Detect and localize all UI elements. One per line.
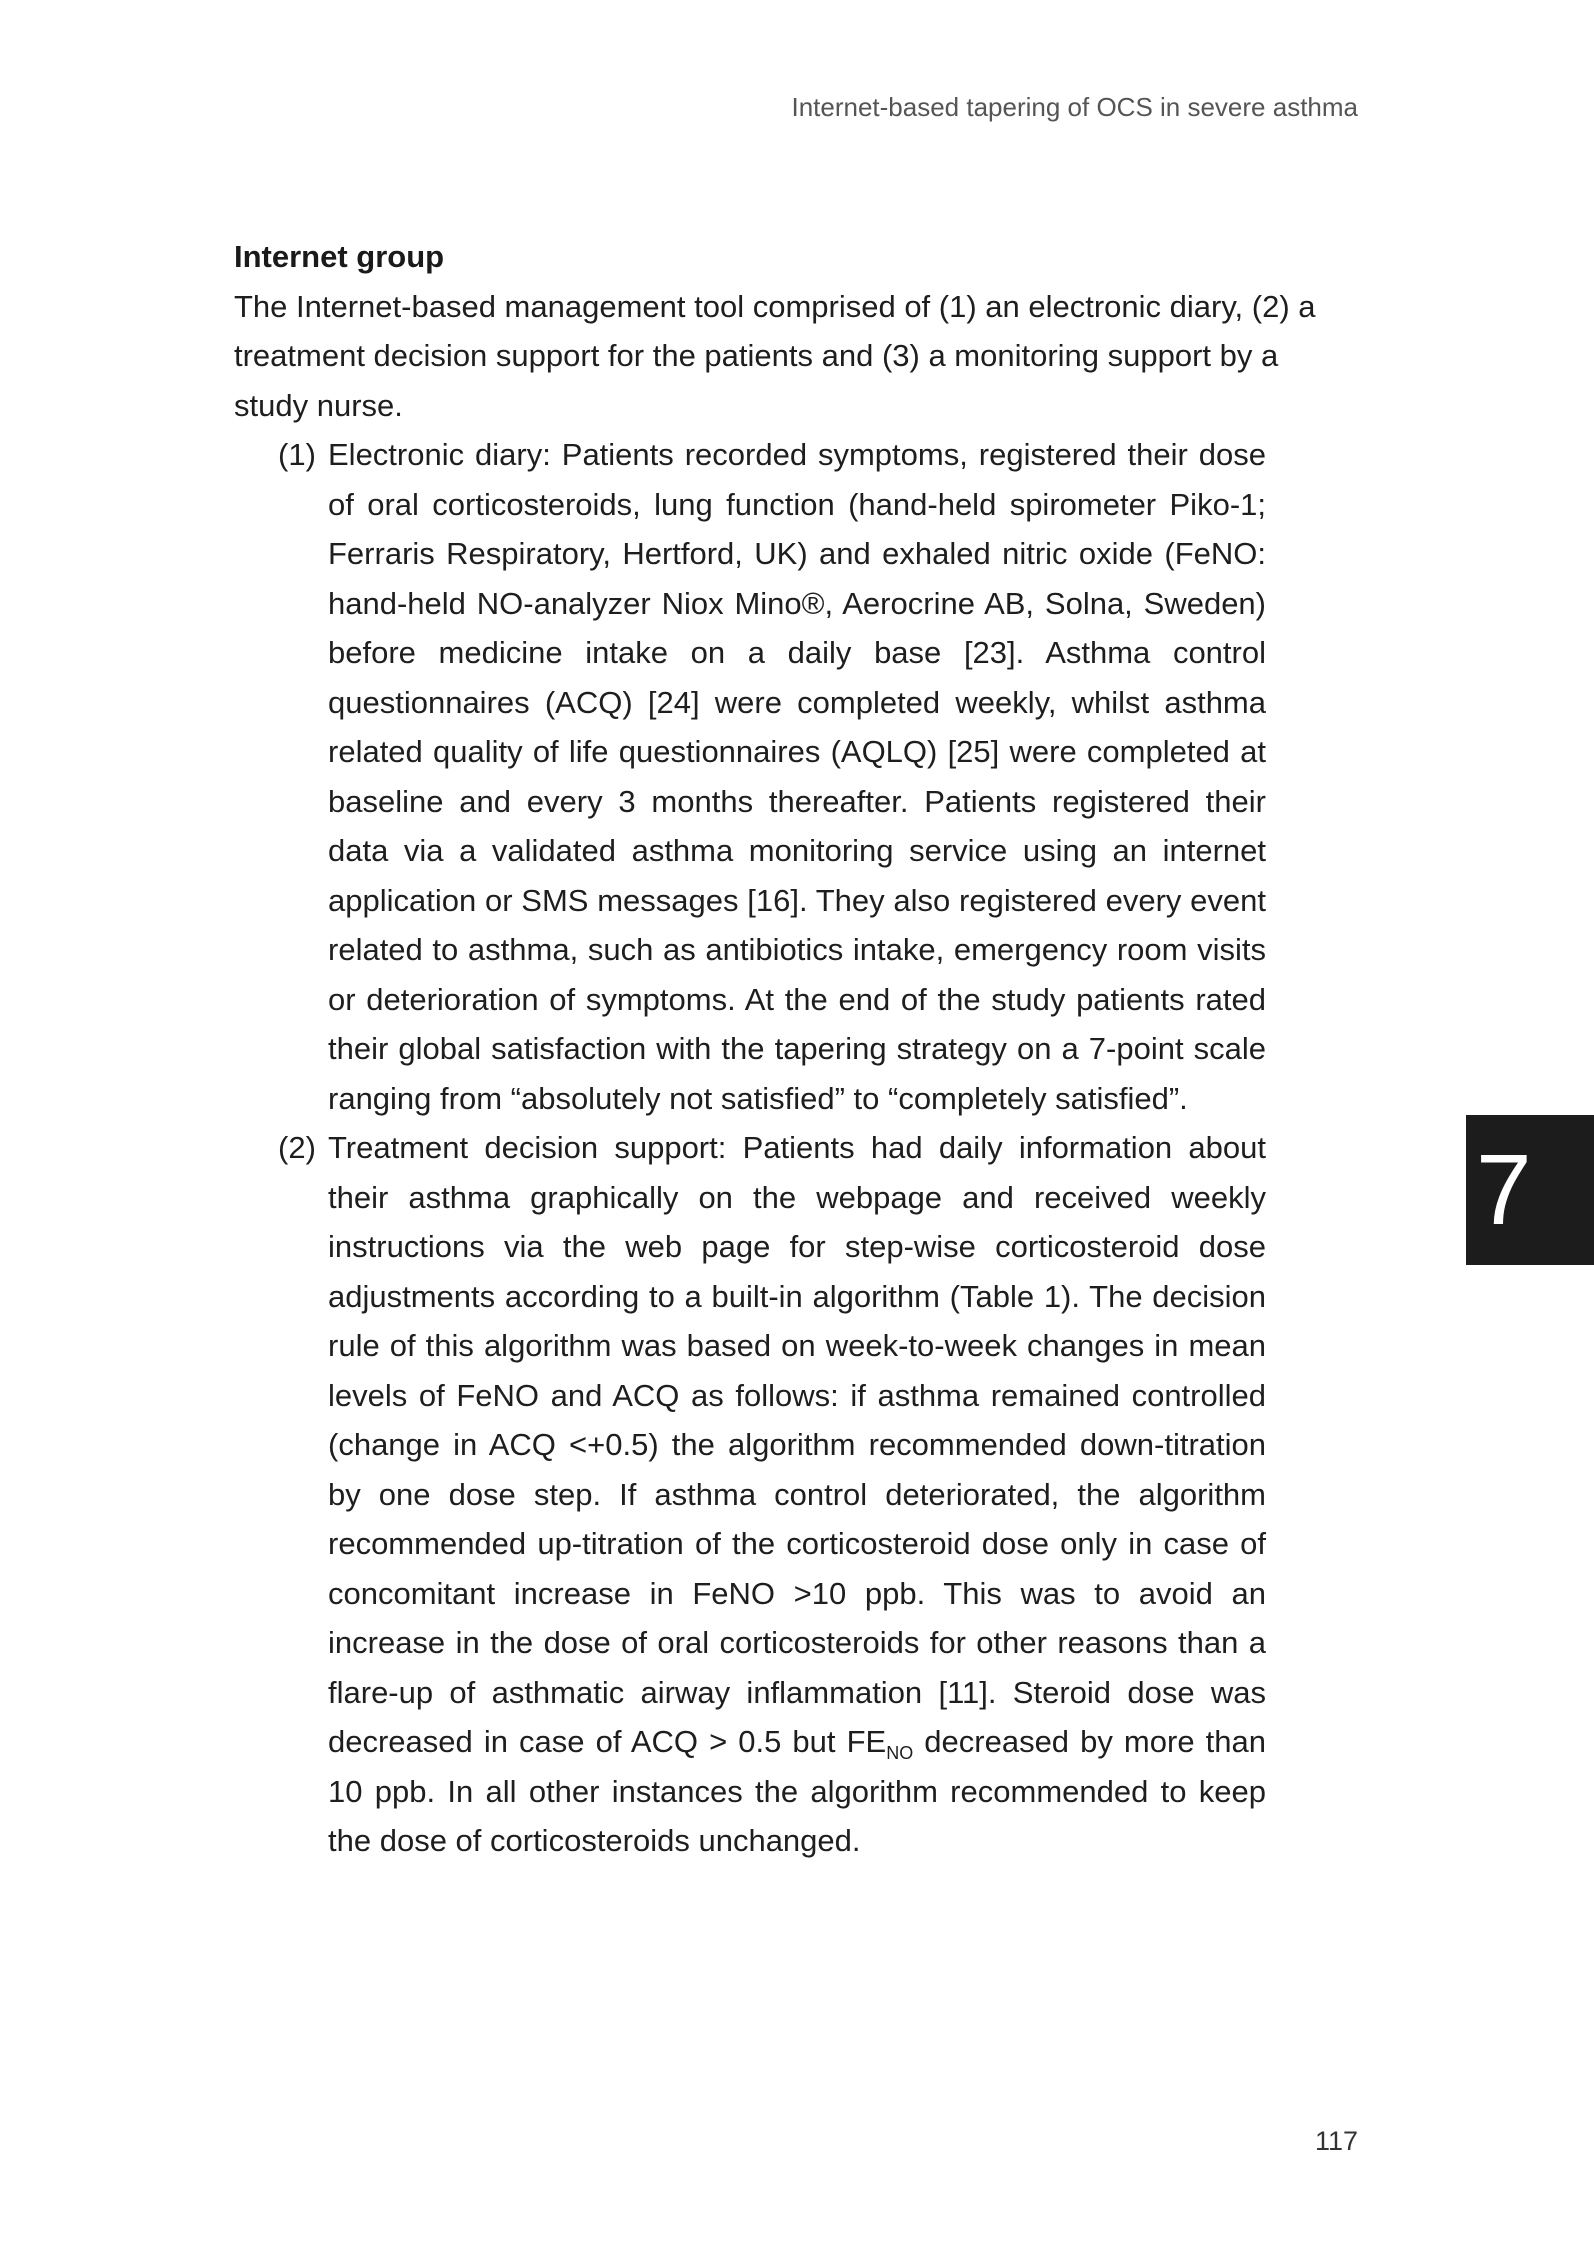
list-item-treatment-decision-support — [278, 1123, 1266, 1866]
list-item-number: (1) — [278, 437, 316, 472]
page-number: 117 — [1314, 2126, 1358, 2156]
list-item-number: (2) — [278, 1130, 316, 1165]
chapter-tab: 7 — [1466, 1115, 1594, 1265]
section-heading: Internet group — [234, 239, 445, 274]
running-header: Internet-based tapering of OCS in severe asthma — [791, 92, 1358, 122]
text-after-subscript: decreased by more than 10 ppb. In all other instances the algorithm recommended to keep the dose of corticosteroids unchanged. — [328, 1724, 1266, 1858]
list-item-electronic-diary — [278, 430, 1266, 1123]
text-before-subscript: Treatment decision support: Patients had daily information about their asthma graphically on the webpage and received weekly instructions via the web page for step-wise corticosteroid dose adjustments according to a built-in algorithm (Table 1). The decision rule of this algorithm was based on week-to-week changes in mean levels of FeNO and ACQ as follows: if asthma remained controlled (change in ACQ <+0.5) the algorithm recommended down-titration by one dose step. If asthma control deteriorated, the algorithm recommended up-titration of the corticosteroid dose only in case of concomitant increase in FeNO >10 ppb. This was to avoid an increase in the dose of oral corticosteroids for other reasons than a flare-up of asthmatic airway inflammation [11]. Steroid dose was decreased in case of ACQ > 0.5 but FE — [328, 1130, 1266, 1759]
subscript-no: NO — [886, 1743, 914, 1763]
page-content — [234, 232, 1360, 1866]
intro-paragraph: The Internet-based management tool comprised of (1) an electronic diary, (2) a treatment decision support for the patients and (3) a monitoring support by a study nurse. — [234, 288, 1316, 423]
list-item-text: Electronic diary: Patients recorded symptoms, registered their dose of oral corticosteroids, lung function (hand-held spirometer Piko-1; Ferraris Respiratory, Hertford, UK) and exhaled nitric oxide (FeNO: hand-held NO-analyzer Niox Mino®, Aerocrine AB, Solna, Sweden) before medicine intake on a daily base [23]. Asthma control questionnaires (ACQ) [24] were completed weekly, whilst asthma related quality of life questionnaires (AQLQ) [25] were completed at baseline and every 3 months thereafter. Patients registered their data via a validated asthma monitoring service using an internet application or SMS messages [16]. They also registered every event related to asthma, such as antibiotics intake, emergency room visits or deterioration of symptoms. At the end of the study patients rated their global satisfaction with the tapering strategy on a 7-point scale ranging from “absolutely not satisfied” to “completely satisfied”. — [328, 437, 1266, 1116]
list-item-text — [328, 1123, 1266, 1866]
